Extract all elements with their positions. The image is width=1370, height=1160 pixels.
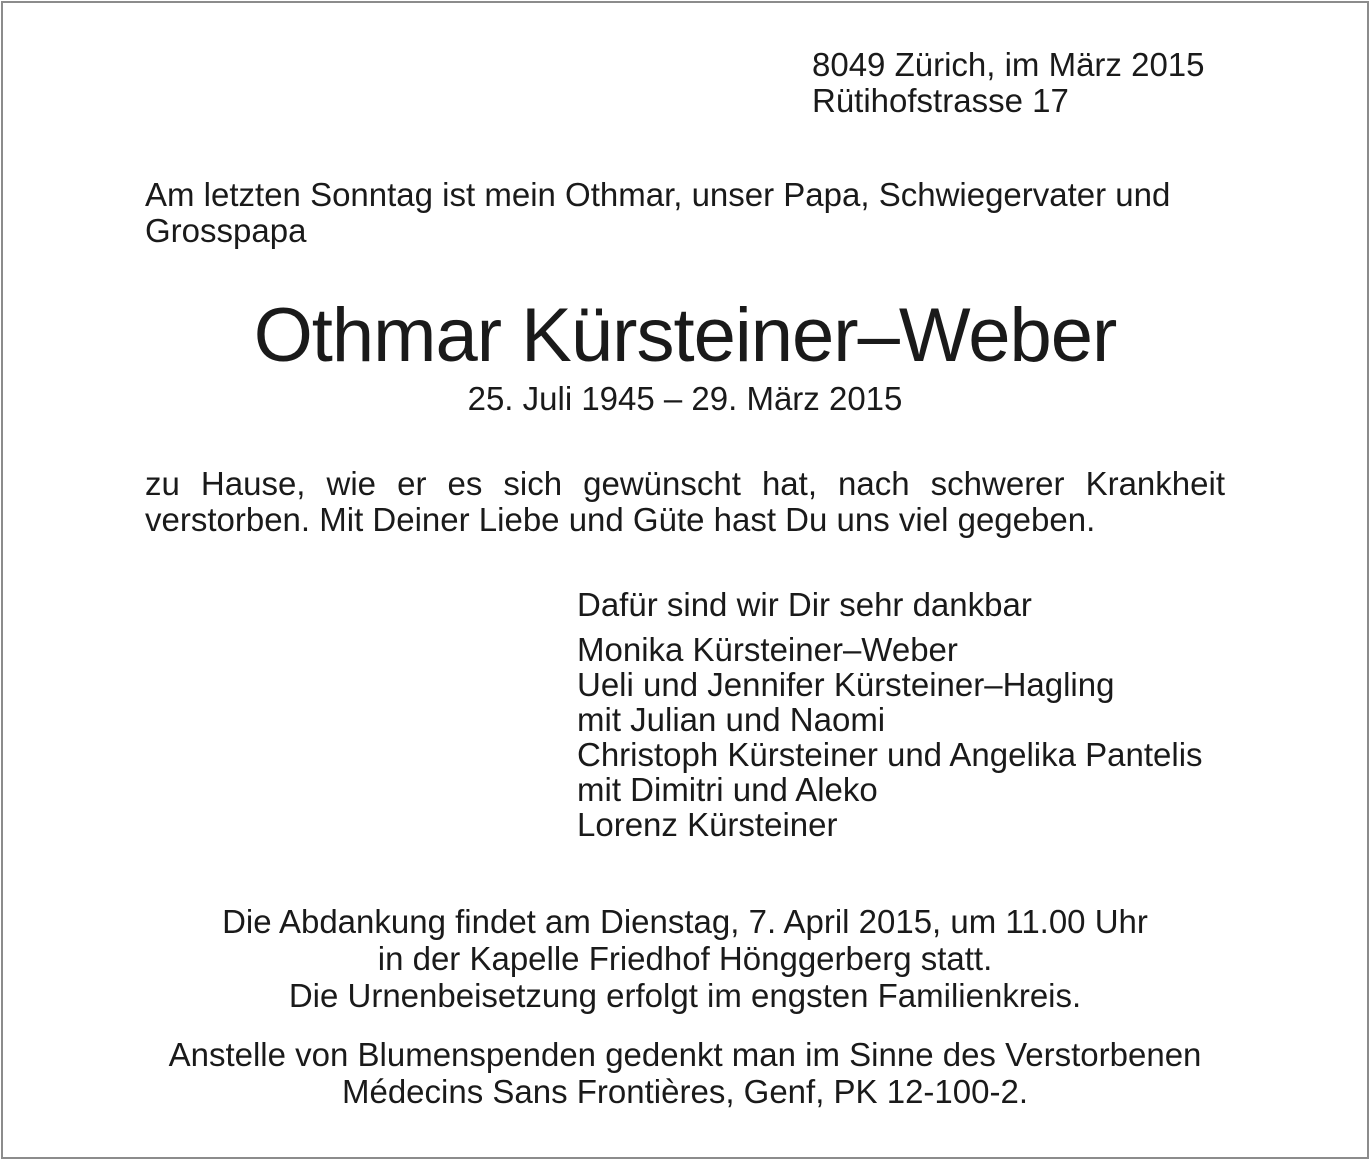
life-dates-text: 25. Juli 1945 – 29. März 2015 xyxy=(467,380,903,417)
passing-line-2: verstorben. Mit Deiner Liebe und Güte hast Du uns viel gegeben. xyxy=(145,501,1096,538)
family-member: mit Julian und Naomi xyxy=(577,701,886,738)
ceremony-line: in der Kapelle Friedhof Hönggerberg statt. xyxy=(377,940,993,977)
intro-text: Am letzten Sonntag ist mein Othmar, unser Papa, Schwiegervater und Grosspapa xyxy=(145,176,1171,249)
family-member: Christoph Kürsteiner und Angelika Pantelis xyxy=(577,736,1203,773)
place-date: 8049 Zürich, im März 2015 xyxy=(812,46,1205,83)
donation-info xyxy=(0,1036,1370,1110)
donation-line: Médecins Sans Frontières, Genf, PK 12-100-2. xyxy=(341,1073,1028,1110)
passing-line-1: zu Hause, wie er es sich gewünscht hat, nach schwerer Krankheit xyxy=(145,465,1225,502)
family-member: mit Dimitri und Aleko xyxy=(577,771,878,808)
ceremony-info xyxy=(0,903,1370,1014)
ceremony-line: Die Urnenbeisetzung erfolgt im engsten Familienkreis. xyxy=(288,977,1082,1014)
deceased-name: Othmar Kürsteiner–Weber xyxy=(253,293,1117,378)
sender-address xyxy=(812,47,1205,119)
passing-text xyxy=(145,466,1225,538)
signoff-line: Dafür sind wir Dir sehr dankbar xyxy=(577,586,1032,623)
family-member: Lorenz Kürsteiner xyxy=(577,806,838,843)
donation-line: Anstelle von Blumenspenden gedenkt man im Sinne des Verstorbenen xyxy=(168,1036,1202,1073)
life-dates xyxy=(0,381,1370,417)
ceremony-line: Die Abdankung findet am Dienstag, 7. April 2015, um 11.00 Uhr xyxy=(222,903,1148,940)
family-member: Monika Kürsteiner–Weber xyxy=(577,631,958,668)
street-address: Rütihofstrasse 17 xyxy=(812,82,1069,119)
family-member: Ueli und Jennifer Kürsteiner–Hagling xyxy=(577,666,1115,703)
family-signatures xyxy=(577,632,1203,842)
